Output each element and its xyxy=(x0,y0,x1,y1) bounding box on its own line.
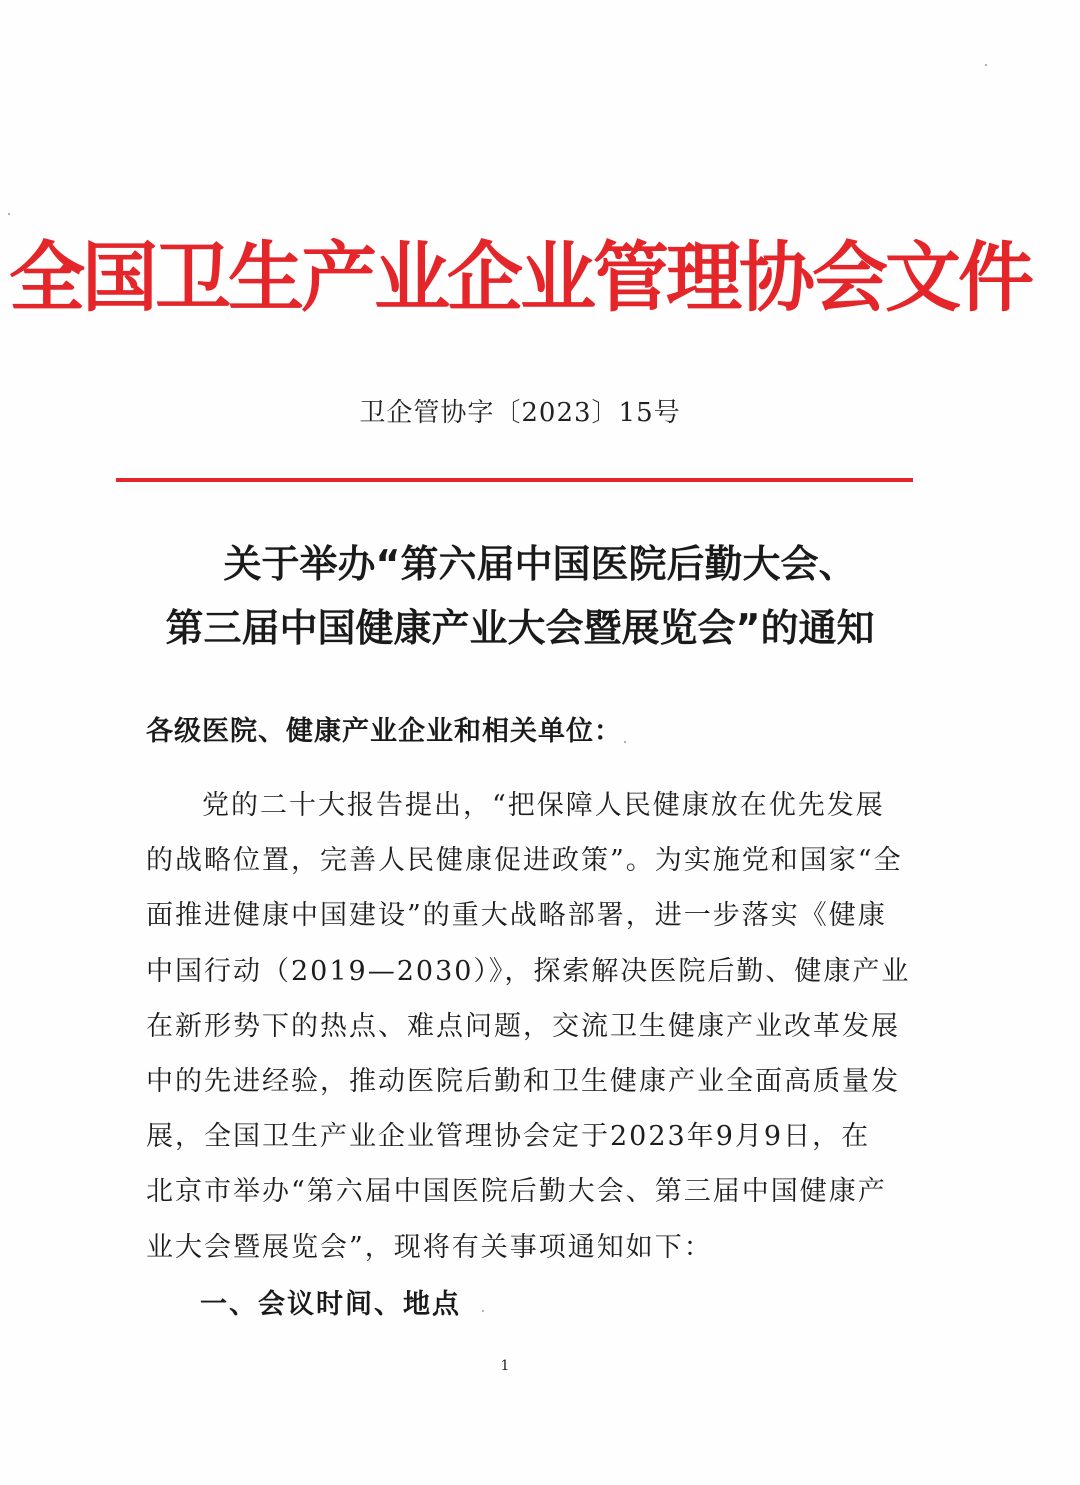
body-line: 面推进健康中国建设”的重大战略部署，进一步落实《健康 xyxy=(146,900,887,932)
body-line: 在新形势下的热点、难点问题，交流卫生健康产业改革发展 xyxy=(146,1010,900,1042)
document-number: 卫企管协字〔2023〕15号 xyxy=(359,398,681,428)
notice-title-line-1: 关于举办“第六届中国医院后勤大会、 xyxy=(223,542,857,586)
scan-speck xyxy=(624,741,626,743)
page-number: 1 xyxy=(500,1358,510,1374)
body-line: 中国行动（2019—2030）》，探索解决医院后勤、健康产业 xyxy=(146,955,911,987)
scan-speck xyxy=(482,1310,484,1312)
body-paragraph xyxy=(146,778,911,1275)
body-line: 中的先进经验，推动医院后勤和卫生健康产业全面高质量发 xyxy=(146,1066,900,1098)
body-line: 的战略位置，完善人民健康促进政策”。为实施党和国家“全 xyxy=(146,845,903,877)
header-divider xyxy=(116,478,913,482)
scan-speck xyxy=(985,64,987,66)
section-heading: 一、会议时间、地点 xyxy=(200,1289,461,1320)
body-line: 党的二十大报告提出，“把保障人民健康放在优先发展 xyxy=(202,790,885,821)
scan-speck xyxy=(8,213,10,215)
body-line: 北京市举办“第六届中国医院后勤大会、第三届中国健康产 xyxy=(146,1176,887,1208)
notice-title-line-2: 第三届中国健康产业大会暨展览会”的通知 xyxy=(165,606,875,650)
body-line: 展，全国卫生产业企业管理协会定于2023年9月9日，在 xyxy=(146,1121,871,1153)
body-line: 业大会暨展览会”，现将有关事项通知如下： xyxy=(146,1231,713,1263)
addressee: 各级医院、健康产业企业和相关单位： xyxy=(146,716,622,747)
document-header-title: 全国卫生产业企业管理协会文件 xyxy=(9,233,1031,322)
notice-title xyxy=(0,532,1040,660)
